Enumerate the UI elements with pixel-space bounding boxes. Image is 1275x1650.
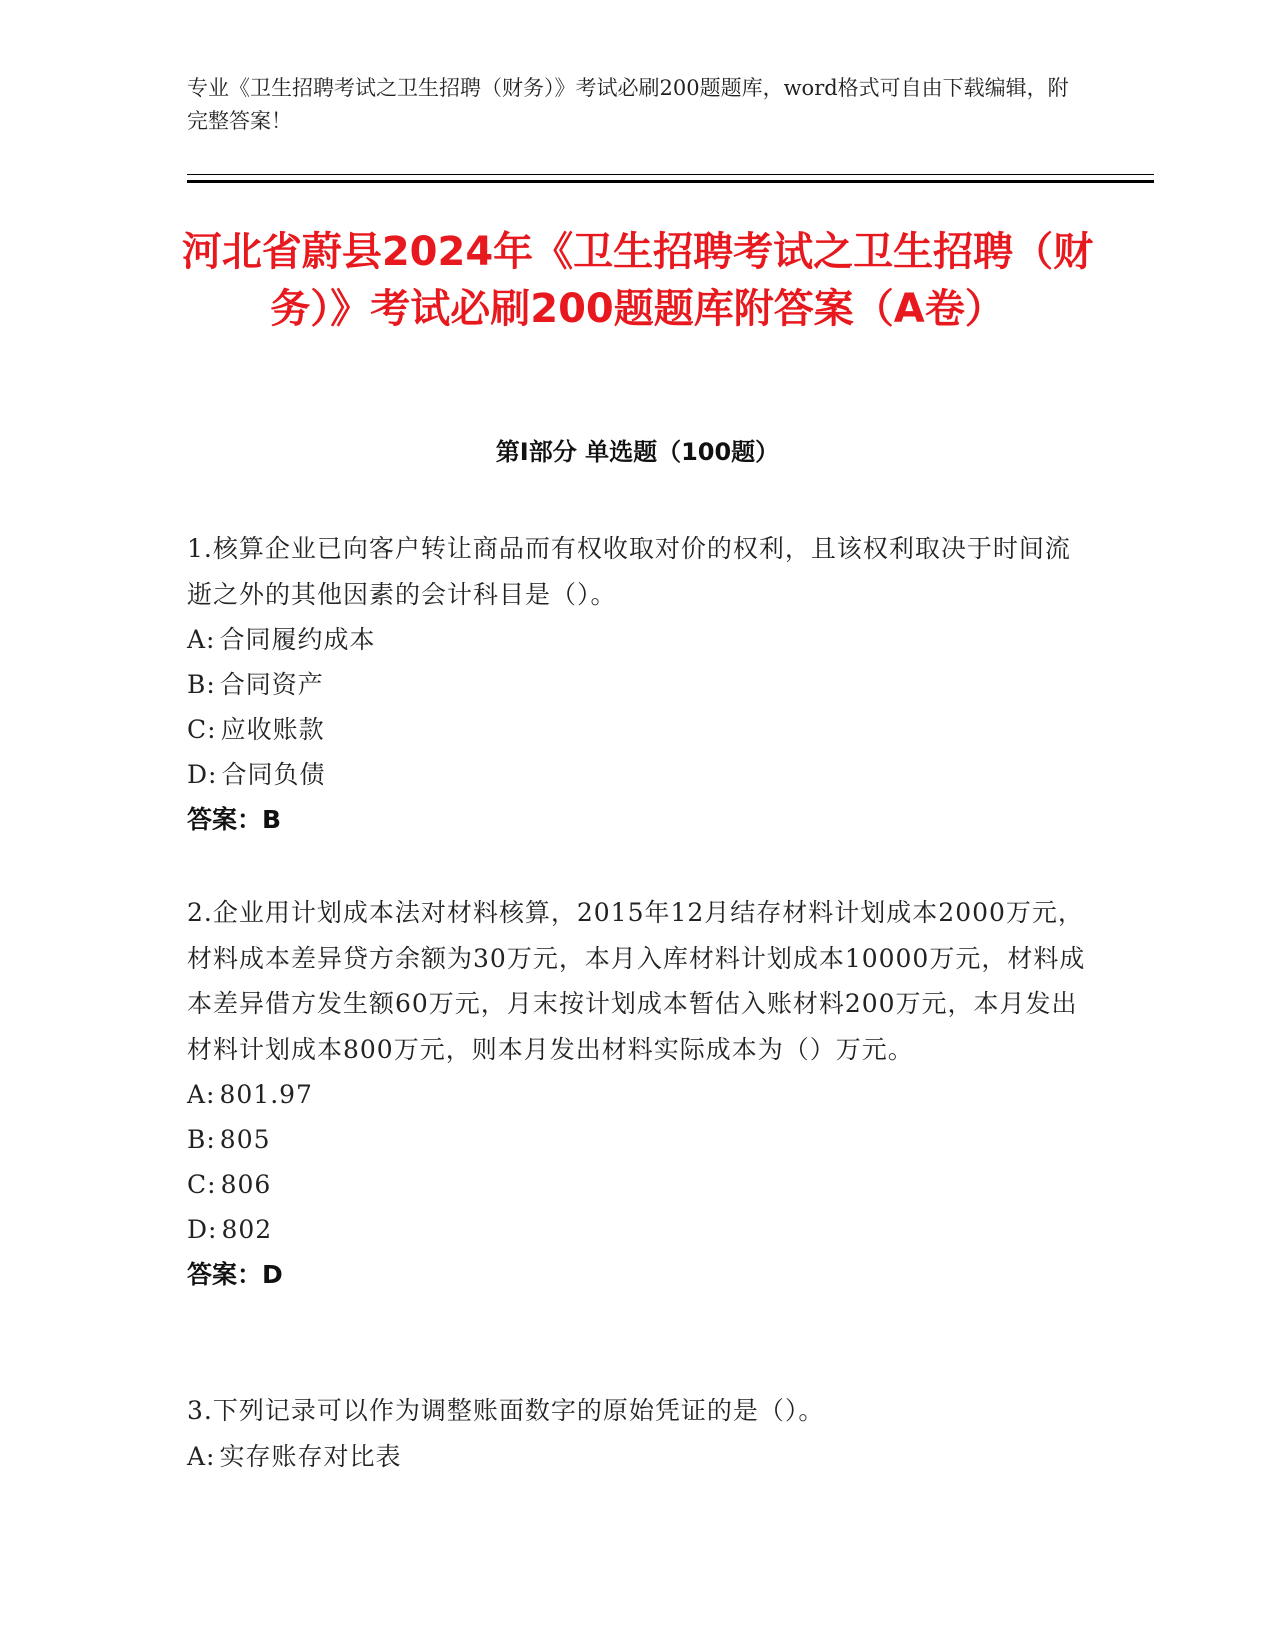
option-letter: A: bbox=[187, 1080, 216, 1109]
question-2 bbox=[187, 890, 1087, 1297]
option-letter: D: bbox=[187, 760, 218, 789]
option-text: 801.97 bbox=[219, 1080, 313, 1109]
option-text: 806 bbox=[220, 1170, 272, 1199]
question-stem: 3.下列记录可以作为调整账面数字的原始凭证的是（）。 bbox=[187, 1396, 825, 1425]
question-stem: 1.核算企业已向客户转让商品而有权收取对价的权利，且该权利取决于时间流逝之外的其他因素的会计科目是（）。 bbox=[187, 534, 1071, 609]
option-text: 实存账存对比表 bbox=[219, 1441, 402, 1471]
option-letter: C: bbox=[187, 1170, 217, 1199]
option-a bbox=[187, 1072, 1087, 1117]
option-text: 应收账款 bbox=[220, 715, 325, 744]
header-note: 专业《卫生招聘考试之卫生招聘（财务）》考试必刷200题题库，word格式可自由下载编辑，附完整答案！ bbox=[187, 76, 1069, 133]
question-3 bbox=[187, 1388, 1087, 1479]
header-divider-thick bbox=[187, 180, 1154, 183]
option-letter: A: bbox=[187, 1441, 216, 1471]
option-c bbox=[187, 707, 1087, 752]
option-a bbox=[187, 617, 1087, 662]
option-text: 802 bbox=[221, 1215, 273, 1244]
document-title: 河北省蔚县2024年《卫生招聘考试之卫生招聘（财务）》考试必刷200题题库附答案（A卷） bbox=[181, 229, 1094, 332]
question-1 bbox=[187, 526, 1087, 842]
option-letter: A: bbox=[187, 625, 216, 654]
option-text: 合同资产 bbox=[219, 670, 324, 699]
option-letter: D: bbox=[187, 1215, 218, 1244]
option-text: 合同负债 bbox=[221, 760, 326, 789]
option-d bbox=[187, 1207, 1087, 1252]
section-title: 第I部分 单选题（100题） bbox=[495, 438, 780, 466]
option-d bbox=[187, 752, 1087, 797]
option-text: 合同履约成本 bbox=[219, 625, 376, 654]
option-b bbox=[187, 1117, 1087, 1162]
option-c bbox=[187, 1162, 1087, 1207]
option-letter: B: bbox=[187, 1125, 216, 1154]
option-letter: B: bbox=[187, 670, 216, 699]
option-text: 805 bbox=[219, 1125, 271, 1154]
option-b bbox=[187, 662, 1087, 707]
answer-line: 答案：B bbox=[187, 805, 282, 834]
header-divider-thin bbox=[187, 174, 1154, 175]
answer-line: 答案：D bbox=[187, 1260, 283, 1289]
question-stem: 2.企业用计划成本法对材料核算，2015年12月结存材料计划成本2000万元，材料成本差异贷方余额为30万元，本月入库材料计划成本10000万元，材料成本差异借方发生额60万元，月末按计划成本暂估入账材料200万元，本月发出材料计划成本800万元，则本月发出材料实际成本为（）万元。 bbox=[187, 898, 1086, 1064]
option-letter: C: bbox=[187, 715, 217, 744]
option-a bbox=[187, 1434, 1087, 1479]
